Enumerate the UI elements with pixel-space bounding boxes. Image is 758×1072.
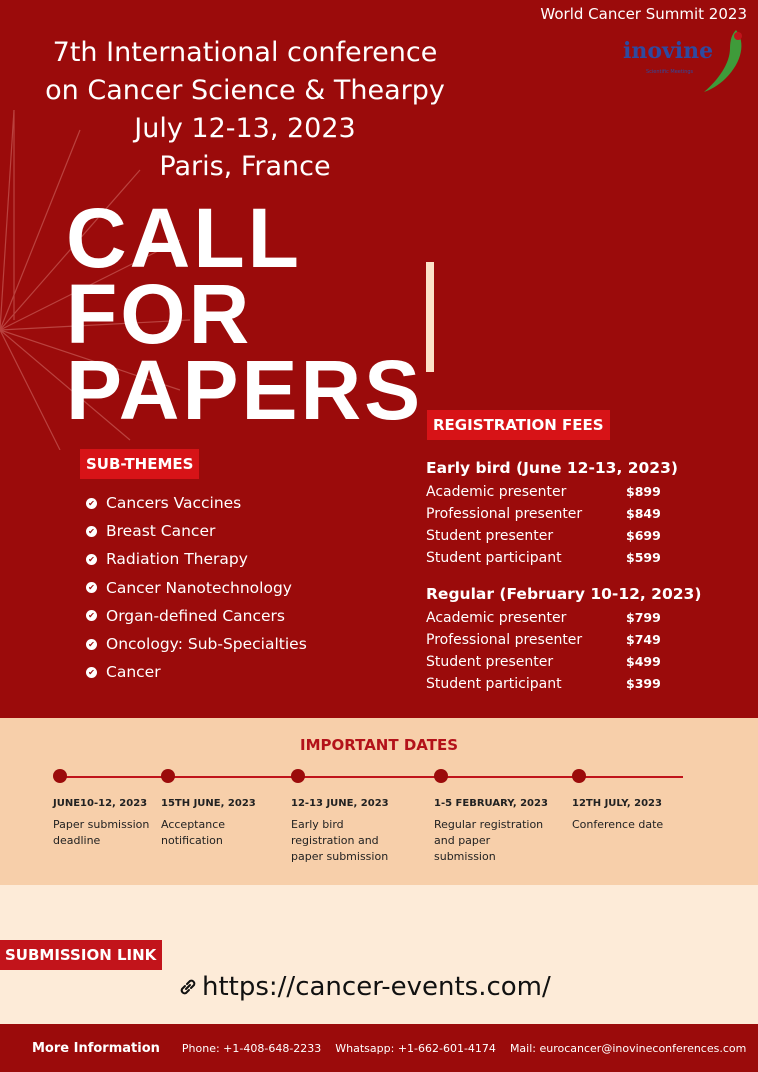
fee-name: Student participant <box>426 676 562 692</box>
important-dates-section <box>0 718 758 885</box>
fee-row <box>426 547 726 569</box>
timeline-date: 1-5 FEBRUARY, 2023 <box>434 798 548 809</box>
fee-name: Student presenter <box>426 528 554 544</box>
fee-row <box>426 607 726 629</box>
conference-title <box>0 34 490 186</box>
timeline-desc: Acceptance notification <box>161 818 226 847</box>
timeline-desc: Early bird registration and paper submission <box>291 818 389 863</box>
fee-row <box>426 525 726 547</box>
timeline-item <box>291 769 431 865</box>
fee-name: Student participant <box>426 550 562 566</box>
timeline-item <box>434 769 574 865</box>
fee-price: $749 <box>626 632 661 647</box>
timeline-dot <box>572 769 586 783</box>
cfp-line-2: FOR <box>66 267 253 361</box>
check-circle-icon: ✔ <box>86 554 97 565</box>
call-for-papers-heading <box>66 191 424 437</box>
list-item <box>86 489 307 517</box>
timeline-date: 15TH JUNE, 2023 <box>161 798 256 809</box>
fee-row <box>426 503 726 525</box>
fee-row <box>426 629 726 651</box>
fee-price: $799 <box>626 610 661 625</box>
timeline-date: JUNE10-12, 2023 <box>53 798 148 809</box>
list-item <box>86 517 307 545</box>
link-icon <box>176 975 200 999</box>
accent-bar <box>426 262 434 372</box>
sub-theme-label: Radiation Therapy <box>106 550 248 569</box>
summit-name: World Cancer Summit 2023 <box>540 5 747 23</box>
timeline-item <box>572 769 712 833</box>
fee-price: $599 <box>626 550 661 565</box>
title-location: Paris, France <box>159 151 331 182</box>
check-circle-icon: ✔ <box>86 582 97 593</box>
logo-name: inovine <box>623 38 714 64</box>
sub-theme-label: Cancer Nanotechnology <box>106 578 292 597</box>
check-circle-icon: ✔ <box>86 498 97 509</box>
timeline-desc: Regular registration and paper submission <box>434 818 544 863</box>
timeline-date: 12TH JULY, 2023 <box>572 798 662 809</box>
sub-theme-label: Oncology: Sub-Specialties <box>106 635 307 654</box>
fee-price: $899 <box>626 484 661 499</box>
list-item <box>86 658 307 686</box>
sub-themes-badge: SUB-THEMES <box>80 449 199 479</box>
check-circle-icon: ✔ <box>86 610 97 621</box>
early-bird-heading: Early bird (June 12-13, 2023) <box>426 459 678 477</box>
timeline-desc: Paper submission deadline <box>53 818 150 847</box>
check-circle-icon: ✔ <box>86 667 97 678</box>
list-item <box>86 630 307 658</box>
timeline-dot <box>161 769 175 783</box>
fee-name: Professional presenter <box>426 506 583 522</box>
fee-price: $499 <box>626 654 661 669</box>
timeline-desc: Conference date <box>572 818 664 831</box>
registration-fees <box>426 455 726 695</box>
footer <box>0 1024 758 1072</box>
cfp-line-3: PAPERS <box>66 343 424 437</box>
sub-themes-list <box>86 489 307 686</box>
title-line-2: on Cancer Science & Thearpy <box>45 75 445 106</box>
fee-price: $699 <box>626 528 661 543</box>
check-circle-icon: ✔ <box>86 526 97 537</box>
cfp-line-1: CALL <box>66 191 302 285</box>
fee-row <box>426 673 726 695</box>
fee-name: Academic presenter <box>426 610 567 626</box>
inovine-logo <box>618 28 748 94</box>
fee-name: Academic presenter <box>426 484 567 500</box>
timeline-dot <box>291 769 305 783</box>
submission-link[interactable] <box>176 972 551 1002</box>
sub-theme-label: Cancer <box>106 663 161 682</box>
sub-theme-label: Cancers Vaccines <box>106 494 242 513</box>
footer-phone: Phone: +1-408-648-2233 <box>181 1041 322 1055</box>
important-dates-title: IMPORTANT DATES <box>300 736 458 754</box>
fee-name: Professional presenter <box>426 632 583 648</box>
fee-price: $849 <box>626 506 661 521</box>
registration-fees-badge: REGISTRATION FEES <box>427 410 610 440</box>
fee-row <box>426 651 726 673</box>
logo-tagline: Scientific Meetings <box>646 69 694 75</box>
timeline-date: 12-13 JUNE, 2023 <box>291 798 389 809</box>
timeline-dot <box>53 769 67 783</box>
regular-heading: Regular (February 10-12, 2023) <box>426 585 702 603</box>
submission-link-badge: SUBMISSION LINK <box>0 940 162 970</box>
list-item <box>86 574 307 602</box>
sub-theme-label: Organ-defined Cancers <box>106 606 285 625</box>
title-date: July 12-13, 2023 <box>134 113 356 144</box>
list-item <box>86 545 307 573</box>
footer-mail: Mail: eurocancer@inovineconferences.com <box>509 1041 747 1055</box>
timeline-item <box>161 769 301 849</box>
timeline-dot <box>434 769 448 783</box>
list-item <box>86 602 307 630</box>
check-circle-icon: ✔ <box>86 639 97 650</box>
submission-url: https://cancer-events.com/ <box>202 972 551 1002</box>
sub-theme-label: Breast Cancer <box>106 522 216 541</box>
footer-whatsapp: Whatsapp: +1-662-601-4174 <box>335 1041 496 1055</box>
title-line-1: 7th International conference <box>52 37 438 68</box>
fee-price: $399 <box>626 676 661 691</box>
fee-row <box>426 481 726 503</box>
more-information-label: More Information <box>32 1040 160 1056</box>
fee-name: Student presenter <box>426 654 554 670</box>
